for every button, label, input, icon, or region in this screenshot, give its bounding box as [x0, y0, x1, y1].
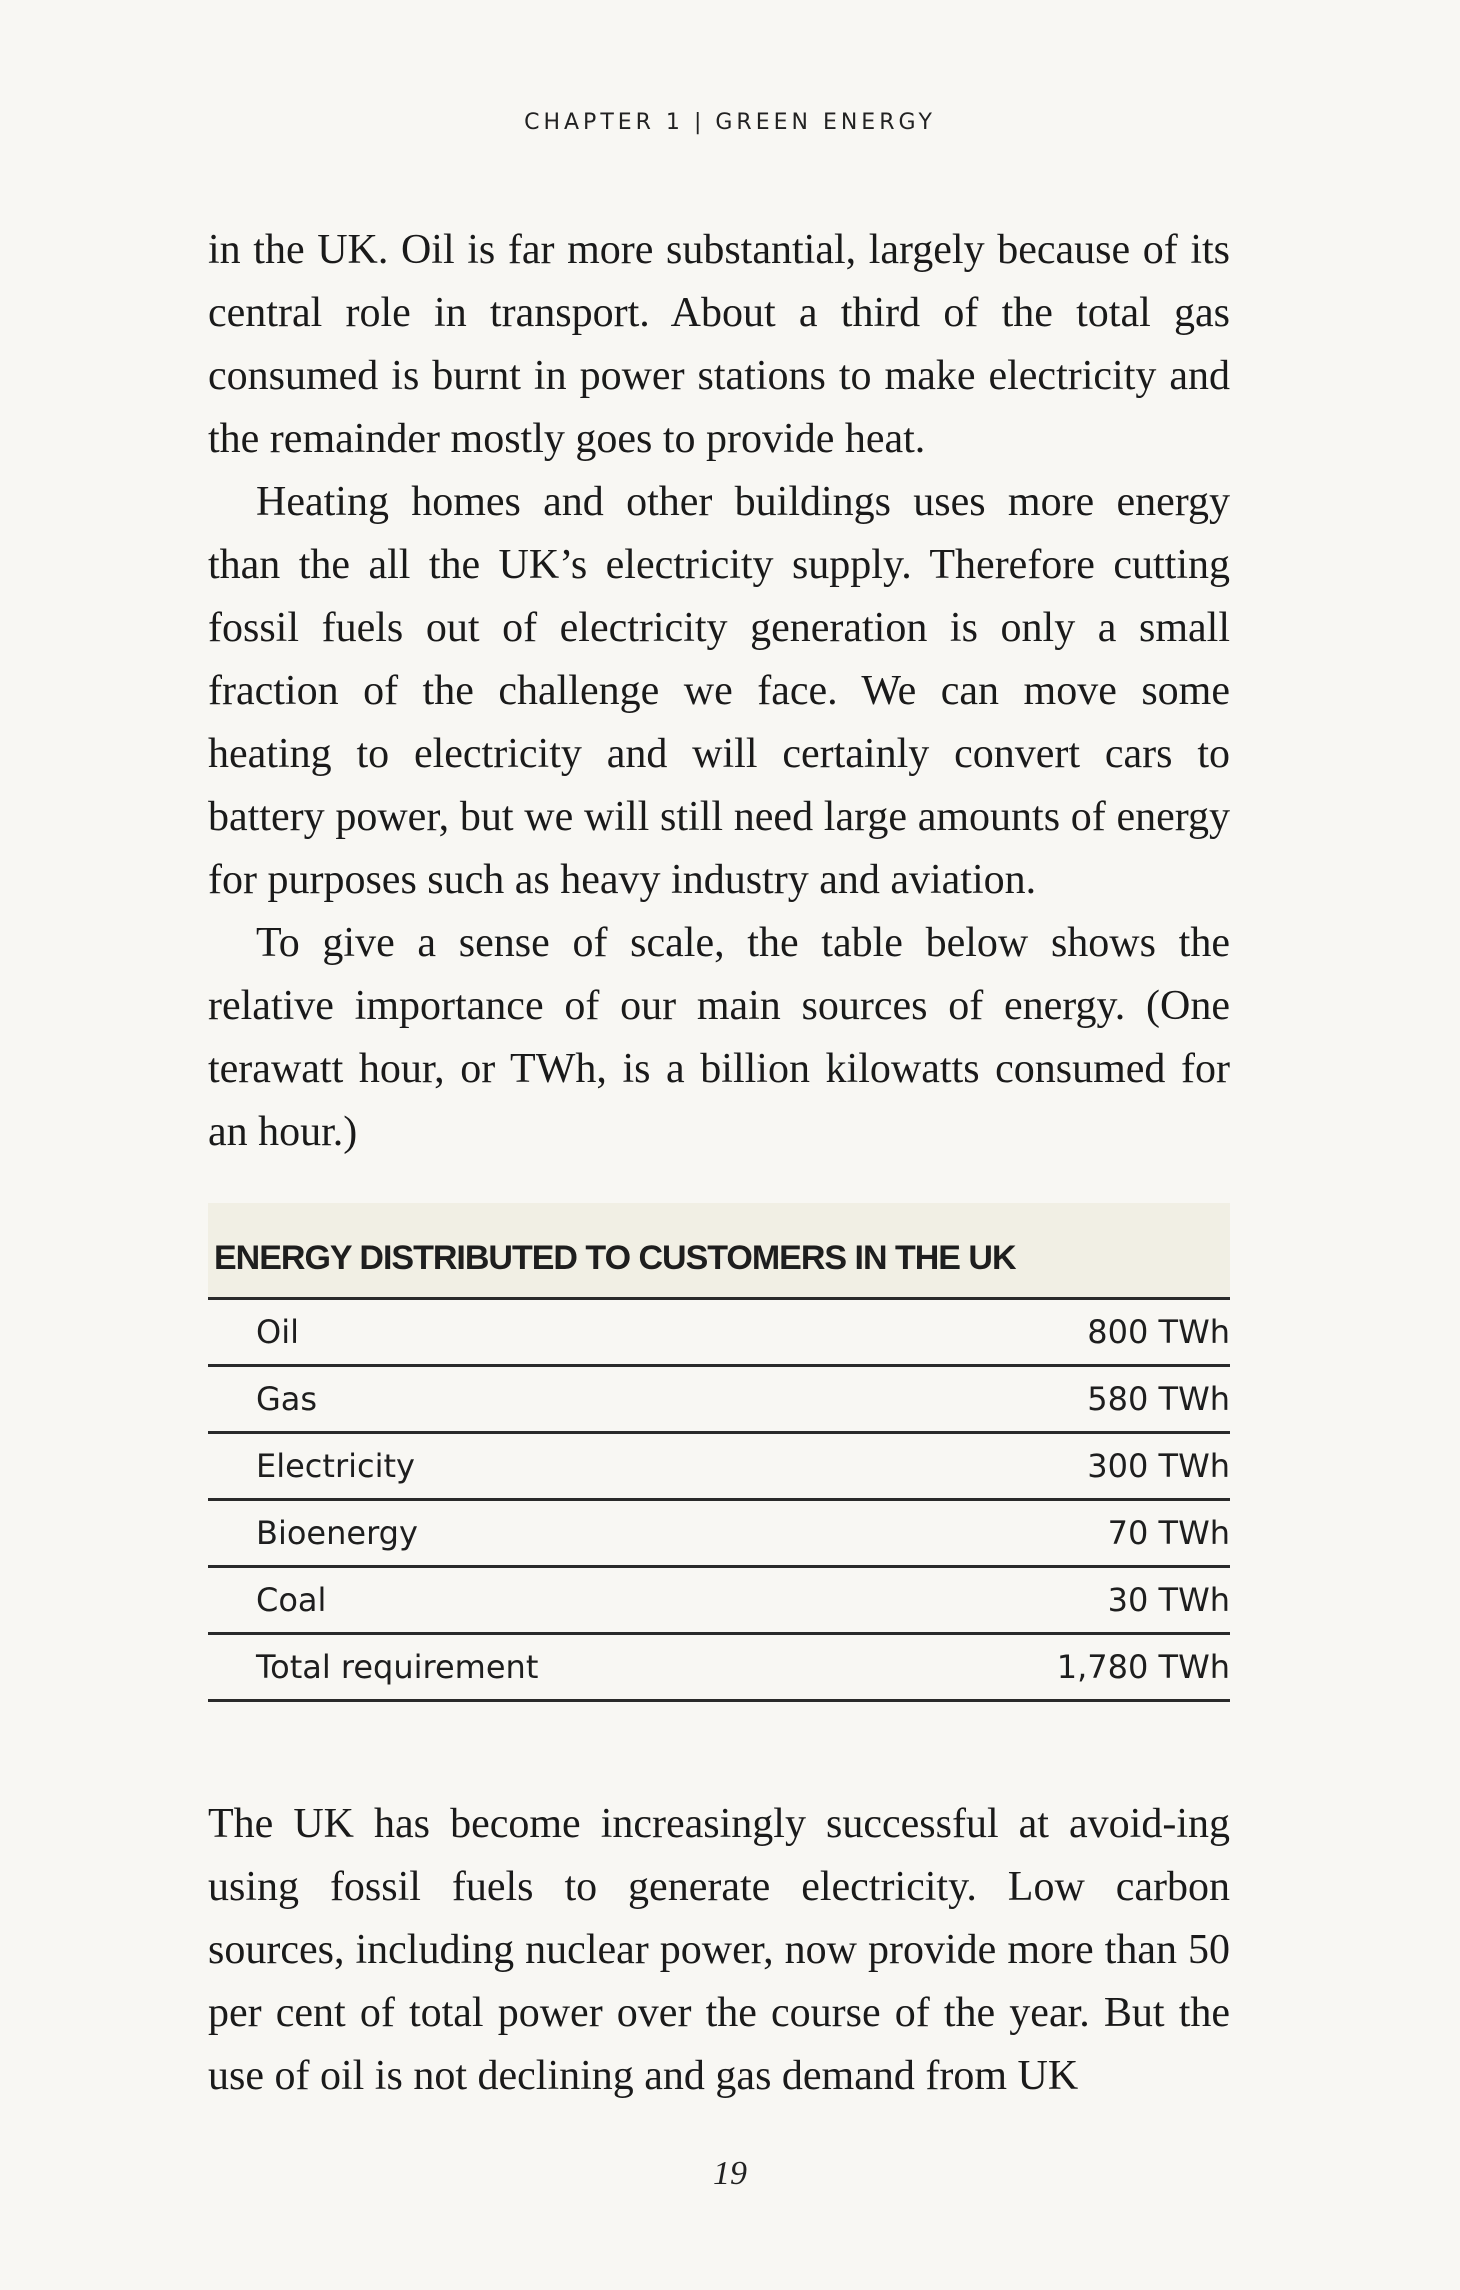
paragraph: Heating homes and other buildings uses more energy than the all the UK’s electricity supply. Therefore cutting fossil fuels out of electricity generation is only a small fraction of the challenge we face. We can move some heating to electricity and will certainly convert cars to battery power, but we will still need large amounts of energy for purposes such as heavy industry and aviation. — [208, 479, 1230, 903]
row-value: 800 TWh — [1087, 1313, 1230, 1351]
paragraph: in the UK. Oil is far more substantial, largely because of its central role in transport. About a third of the total gas consumed is burnt in power stations to make electricity and the remainder mostly goes to provide heat. — [208, 227, 1230, 462]
table-title: ENERGY DISTRIBUTED TO CUSTOMERS IN THE UK — [208, 1203, 1230, 1300]
row-value: 70 TWh — [1107, 1514, 1230, 1552]
running-head-section: GREEN ENERGY — [715, 110, 936, 135]
paragraph: To give a sense of scale, the table below shows the relative importance of our main sources of energy. (One terawatt hour, or TWh, is a billion kilowatts consumed for an hour.) — [208, 920, 1230, 1155]
table-row — [208, 1434, 1230, 1501]
running-head-separator: | — [693, 110, 706, 135]
row-value: 300 TWh — [1087, 1447, 1230, 1485]
table-row — [208, 1300, 1230, 1367]
energy-table — [208, 1203, 1230, 1702]
paragraph: The UK has become increasingly successful at avoid-ing using fossil fuels to generate electricity. Low carbon sources, including nuclear power, now provide more than 50 per cent of total power over the course of the year. But the use of oil is not declining and gas demand from UK — [208, 1801, 1230, 2099]
table-row — [208, 1367, 1230, 1434]
page-number: 19 — [713, 2155, 747, 2192]
row-label: Electricity — [256, 1447, 415, 1485]
row-label: Total requirement — [256, 1648, 539, 1686]
table-row — [208, 1501, 1230, 1568]
table-row — [208, 1568, 1230, 1635]
body-text-bottom — [208, 1793, 1230, 2108]
running-head — [0, 110, 1460, 135]
row-value: 30 TWh — [1107, 1581, 1230, 1619]
row-value: 580 TWh — [1087, 1380, 1230, 1418]
body-text-top — [208, 219, 1230, 1164]
table-row-total — [208, 1635, 1230, 1702]
row-label: Gas — [256, 1380, 318, 1418]
row-label: Bioenergy — [256, 1514, 418, 1552]
row-label: Coal — [256, 1581, 327, 1619]
row-value: 1,780 TWh — [1056, 1648, 1230, 1686]
row-label: Oil — [256, 1313, 299, 1351]
running-head-chapter: CHAPTER 1 — [524, 110, 684, 135]
